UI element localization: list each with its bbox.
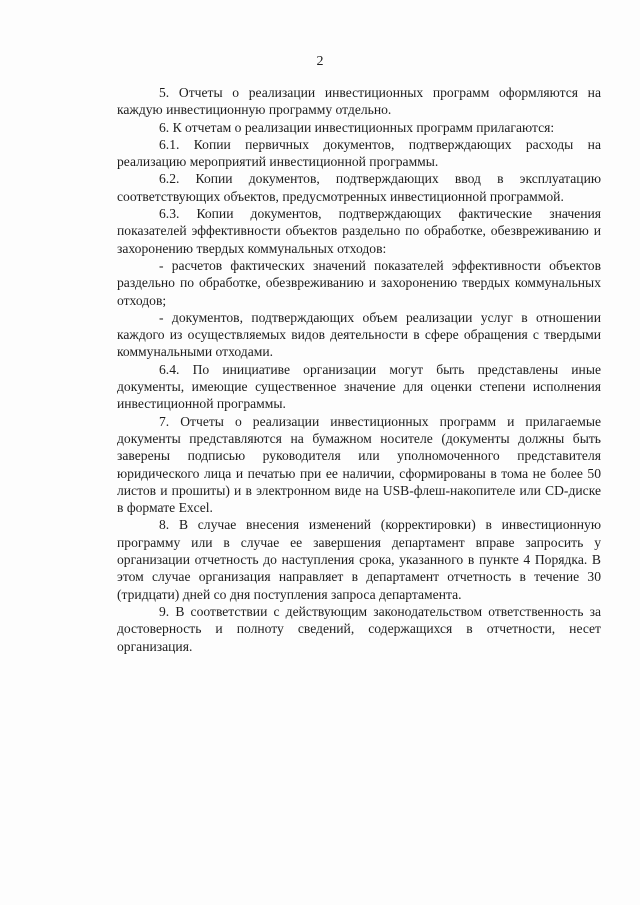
paragraph-6-3: 6.3. Копии документов, подтверждающих фактические значения показателей эффективности объектов раздельно по обработке, обезвреживанию и захоронению твердых коммунальных отходов:: [117, 206, 601, 256]
paragraph-6: 6. К отчетам о реализации инвестиционных программ прилагаются:: [159, 119, 555, 135]
paragraph-7: 7. Отчеты о реализации инвестиционных программ и прилагаемые документы представляются на бумажном носителе (документы должны быть заверены подписью руководителя или уполномоченного представителя юридического лица и печатью при ее наличии, сформированы в тома не более 50 листов и прошиты) и в электронном виде на USB-флеш-накопителе или CD-диске в формате Excel.: [117, 413, 601, 516]
paragraph-5: 5. Отчеты о реализации инвестиционных программ оформляются на каждую инвестиционную программу отдельно.: [117, 85, 601, 118]
paragraph-9: 9. В соответствии с действующим законодательством ответственность за достоверность и полноту сведений, содержащихся в отчетности, несет организация.: [117, 603, 601, 654]
paragraph-6-1: 6.1. Копии первичных документов, подтверждающих расходы на реализацию мероприятий инвестиционной программы.: [117, 136, 601, 170]
paragraph-6-2: 6.2. Копии документов, подтверждающих ввод в эксплуатацию соответствующих объектов, предусмотренных инвестиционной программой.: [117, 171, 601, 204]
paragraph-6-3-item-2: - документов, подтверждающих объем реализации услуг в отношении каждого из осуществляемых видов деятельности в сфере обращения с твердыми коммунальными отходами.: [117, 309, 601, 360]
paragraph-8: 8. В случае внесения изменений (корректировки) в инвестиционную программу или в случае ее завершения департамент вправе запросить у организации отчетность до наступления срока, указанного в пункте 4 Порядка. В этом случае организация направляет в департамент отчетность в течение 30 (тридцати) дней со дня поступления запроса департамента.: [117, 517, 601, 602]
page-number: 2: [316, 54, 324, 69]
paragraph-6-4: 6.4. По инициативе организации могут быть представлены иные документы, имеющие существенное значение для оценки степени исполнения инвестиционной программы.: [117, 361, 601, 412]
paragraph-6-3-item-1: - расчетов фактических значений показателей эффективности объектов раздельно по обработке, обезвреживанию и захоронению твердых коммунальных отходов;: [117, 257, 601, 308]
document-body: [117, 84, 601, 655]
